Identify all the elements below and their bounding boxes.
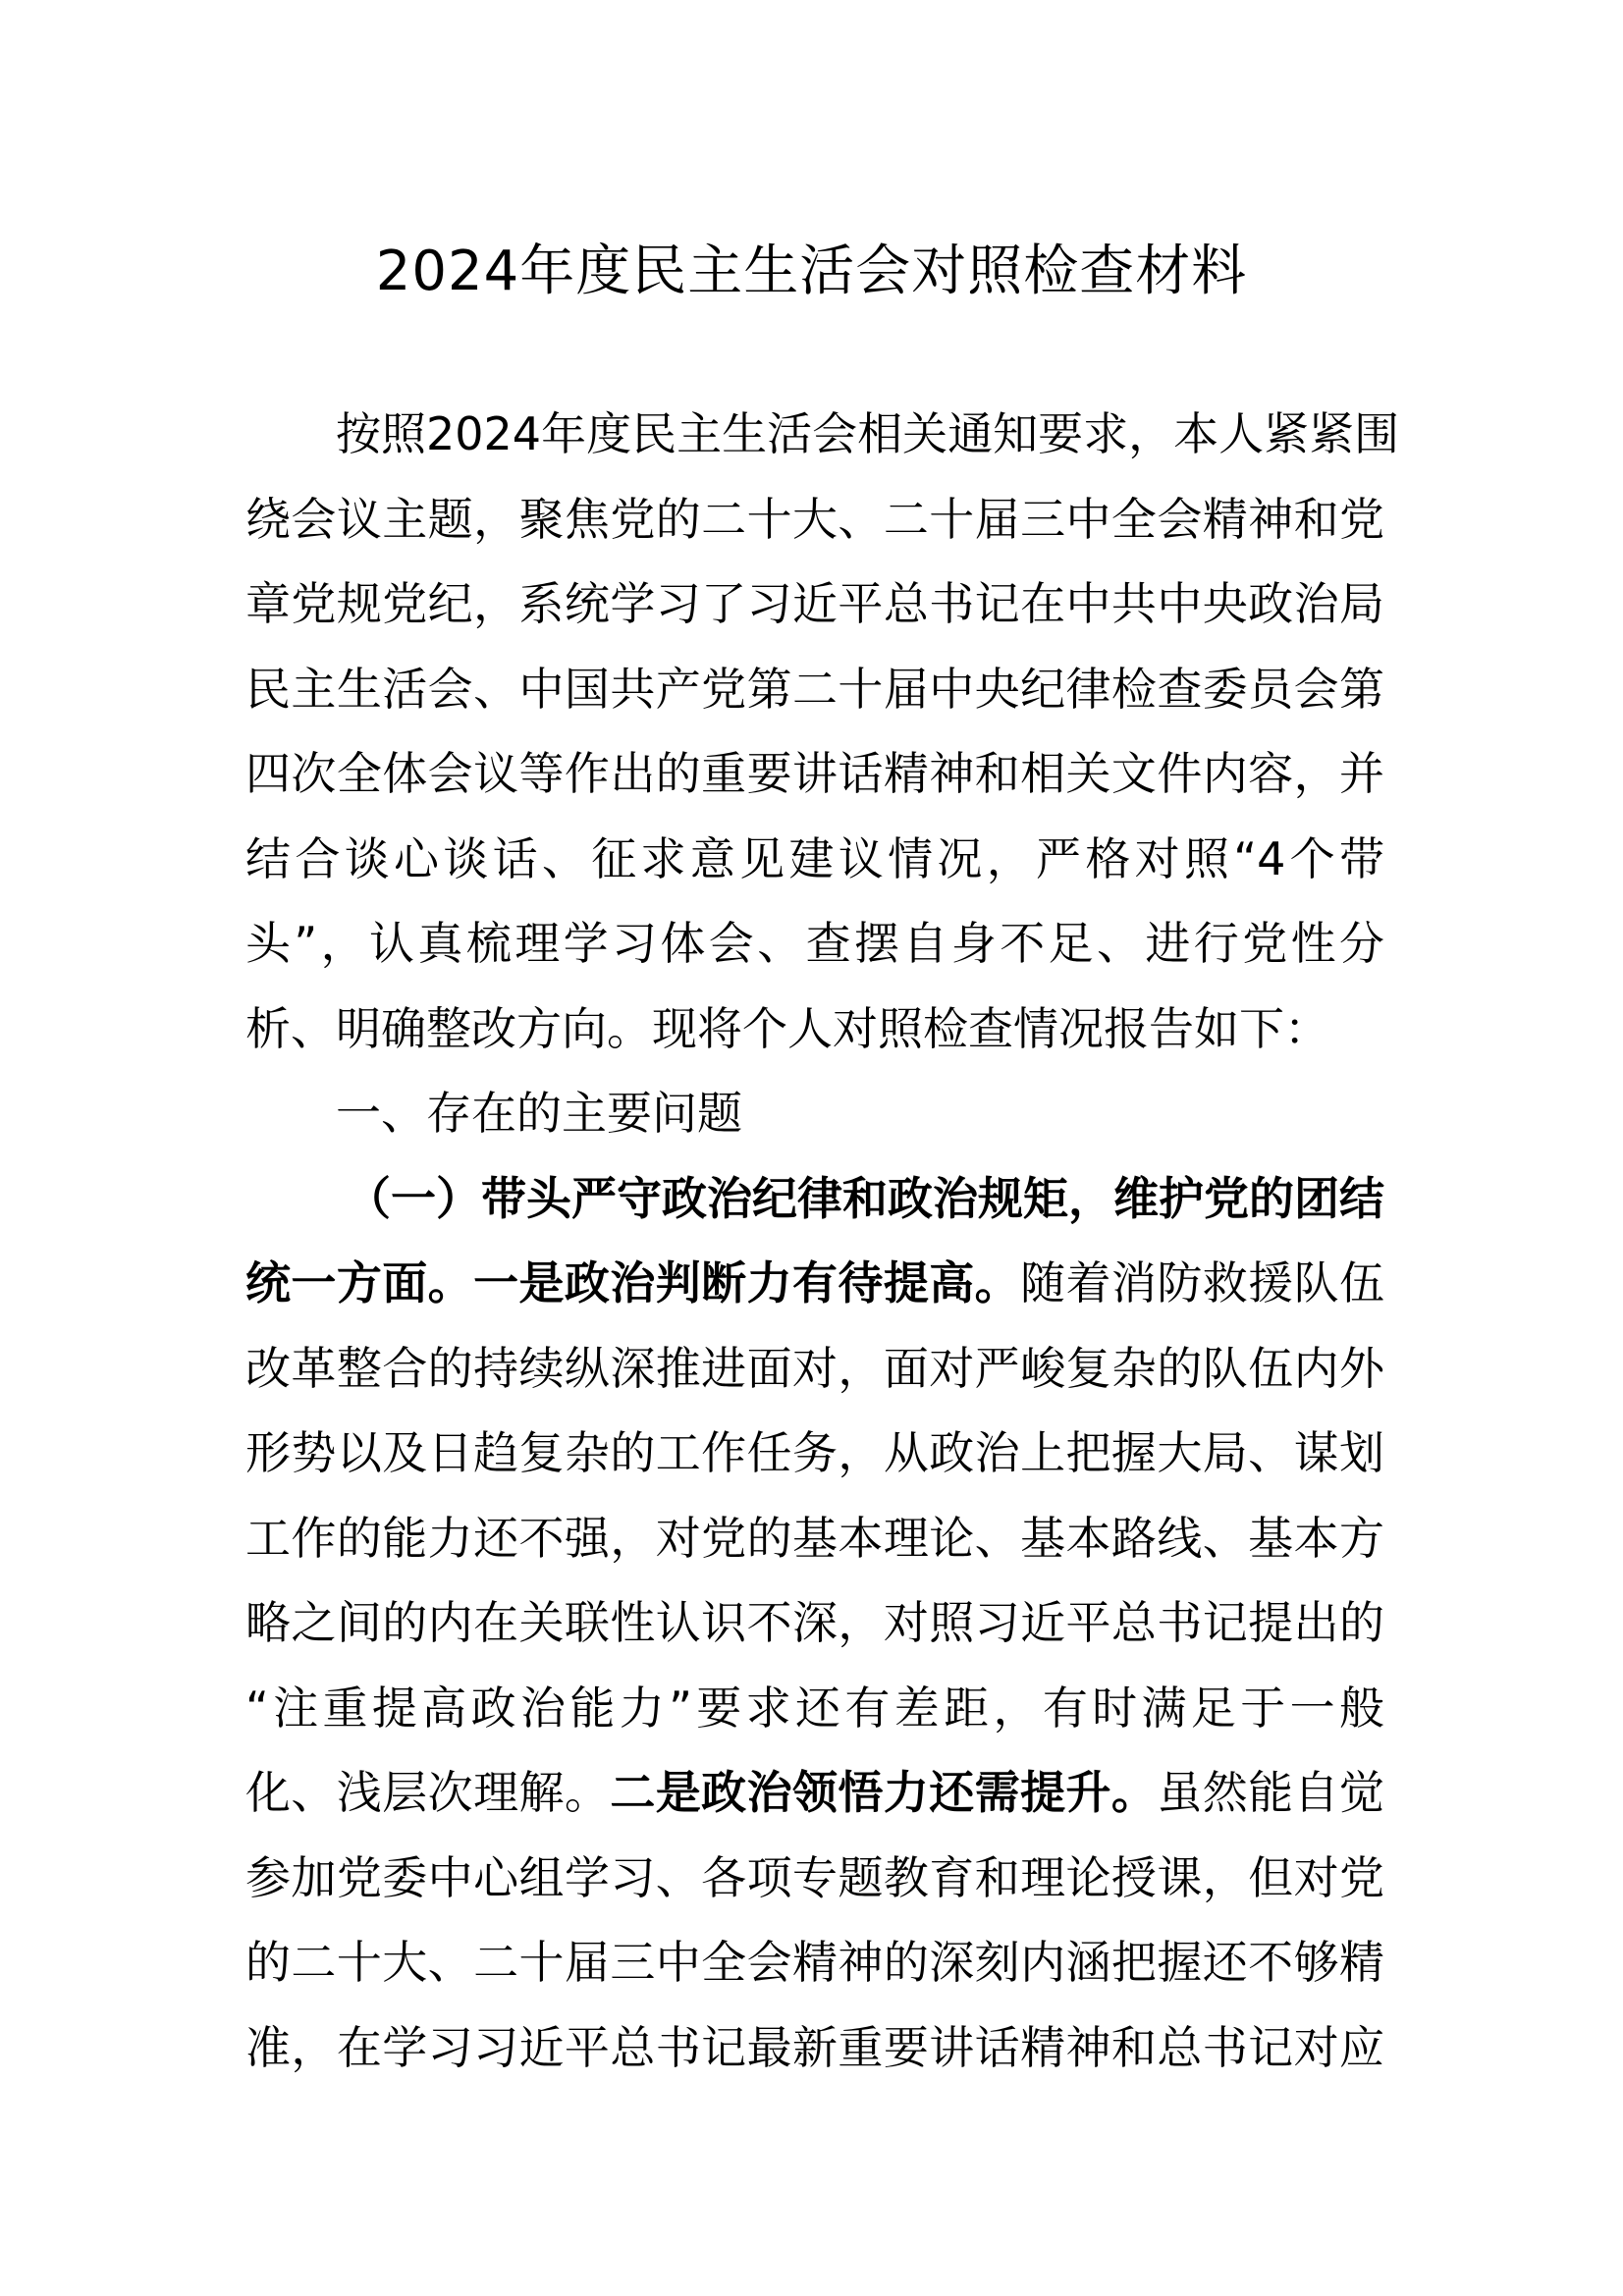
body-line: 工作的能力还不强，对党的基本理论、基本路线、基本方 (245, 1512, 1384, 1565)
intro-line: 结合谈心谈话、征求意见建议情况，严格对照“4个带 (245, 832, 1384, 885)
intro-line: 章党规党纪，系统学习了习近平总书记在中共中央政治局 (245, 577, 1384, 630)
intro-line: 头”，认真梳理学习体会、查摆自身不足、进行党性分 (245, 917, 1384, 970)
intro-line: 民主生活会、中国共产党第二十届中央纪律检查委员会第 (245, 663, 1384, 716)
point-heading-bold: 二是政治领悟力还需提升。 (610, 1766, 1158, 1819)
body-line: 的二十大、二十届三中全会精神的深刻内涵把握还不够精 (245, 1936, 1384, 1989)
body-text: 随着消防救援队伍 (1020, 1256, 1385, 1309)
subsection-heading-line (346, 1169, 1384, 1228)
intro-line: 绕会议主题，聚焦党的二十大、二十届三中全会精神和党 (245, 493, 1384, 546)
intro-line: 四次全体会议等作出的重要讲话精神和相关文件内容，并 (245, 747, 1384, 800)
body-text: 化、浅层次理解。 (245, 1766, 611, 1819)
body-line: “注重提高政治能力”要求还有差距，有时满足于一般 (245, 1682, 1384, 1735)
body-line: 改革整合的持续纵深推进面对，面对严峻复杂的队伍内外 (245, 1342, 1384, 1395)
body-line: 形势以及日趋复杂的工作任务，从政治上把握大局、谋划 (245, 1426, 1384, 1479)
intro-line: 按照2024年度民主生活会相关通知要求，本人紧紧围 (336, 407, 1400, 460)
section-heading: 一、存在的主要问题 (336, 1087, 742, 1140)
body-line (245, 1254, 1384, 1312)
document-title: 2024年度民主生活会对照检查材料 (375, 240, 1248, 303)
body-text: 虽然能自觉 (1157, 1766, 1385, 1819)
body-line (245, 1763, 1384, 1822)
body-line: 准，在学习习近平总书记最新重要讲话精神和总书记对应 (245, 2021, 1384, 2074)
body-line: 略之间的内在关联性认识不深，对照习近平总书记提出的 (245, 1596, 1384, 1649)
subsection-heading-bold: （一）带头严守政治纪律和政治规矩，维护党的团结 (346, 1172, 1384, 1225)
intro-line: 析、明确整改方向。现将个人对照检查情况报告如下： (245, 1002, 1329, 1055)
subsection-heading-bold: 统一方面。一是政治判断力有待提高。 (245, 1256, 1021, 1309)
body-line: 参加党委中心组学习、各项专题教育和理论授课，但对党 (245, 1851, 1384, 1904)
